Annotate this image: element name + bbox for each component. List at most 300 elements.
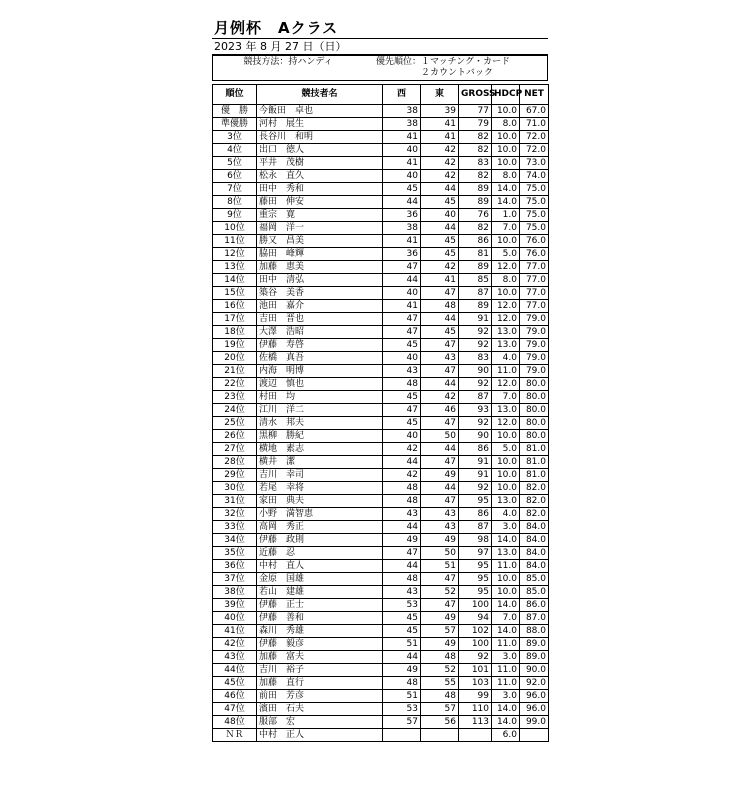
west-score-cell (383, 729, 421, 742)
player-name-cell: 伊藤 善和 (257, 612, 383, 625)
east-score-cell: 48 (421, 690, 459, 703)
west-score-cell: 48 (383, 482, 421, 495)
table-row (213, 703, 549, 716)
west-score-cell: 45 (383, 391, 421, 404)
rank-cell: 準優勝 (213, 118, 257, 131)
west-score-cell: 45 (383, 612, 421, 625)
hdcp-cell: 14.0 (492, 196, 520, 209)
header-net: NET (520, 85, 549, 105)
competition-method: 競技方法：持ハンディ (243, 57, 333, 67)
player-name-cell: 池田 嘉介 (257, 300, 383, 313)
east-score-cell: 43 (421, 508, 459, 521)
table-row (213, 157, 549, 170)
player-name-cell: 長谷川 和明 (257, 131, 383, 144)
west-score-cell: 47 (383, 261, 421, 274)
table-row (213, 729, 549, 742)
rank-cell: 3位 (213, 131, 257, 144)
hdcp-cell: 10.0 (492, 235, 520, 248)
table-row (213, 534, 549, 547)
gross-cell: 98 (459, 534, 492, 547)
player-name-cell: 吉川 裕子 (257, 664, 383, 677)
table-row (213, 287, 549, 300)
hdcp-cell: 10.0 (492, 105, 520, 118)
rules-box (212, 56, 548, 81)
east-score-cell: 55 (421, 677, 459, 690)
player-name-cell: 大澤 浩昭 (257, 326, 383, 339)
gross-cell: 87 (459, 287, 492, 300)
net-cell: 77.0 (520, 300, 549, 313)
net-cell: 72.0 (520, 144, 549, 157)
table-row (213, 677, 549, 690)
gross-cell: 100 (459, 638, 492, 651)
player-name-cell: 伊藤 正士 (257, 599, 383, 612)
rank-cell: 37位 (213, 573, 257, 586)
player-name-cell: 清水 邦夫 (257, 417, 383, 430)
hdcp-cell: 5.0 (492, 443, 520, 456)
east-score-cell: 50 (421, 430, 459, 443)
west-score-cell: 43 (383, 508, 421, 521)
net-cell: 72.0 (520, 131, 549, 144)
west-score-cell: 57 (383, 716, 421, 729)
player-name-cell: 加藤 恵美 (257, 261, 383, 274)
rank-cell: 6位 (213, 170, 257, 183)
net-cell: 99.0 (520, 716, 549, 729)
net-cell: 80.0 (520, 404, 549, 417)
net-cell: 79.0 (520, 365, 549, 378)
east-score-cell: 42 (421, 170, 459, 183)
hdcp-cell: 14.0 (492, 625, 520, 638)
table-row (213, 430, 549, 443)
west-score-cell: 38 (383, 105, 421, 118)
table-row (213, 222, 549, 235)
gross-cell: 87 (459, 391, 492, 404)
gross-cell: 79 (459, 118, 492, 131)
table-row (213, 638, 549, 651)
player-name-cell: 出口 徳人 (257, 144, 383, 157)
gross-cell: 77 (459, 105, 492, 118)
west-score-cell: 40 (383, 430, 421, 443)
player-name-cell: 田中 秀和 (257, 183, 383, 196)
hdcp-cell: 13.0 (492, 495, 520, 508)
east-score-cell: 44 (421, 482, 459, 495)
rank-cell: 40位 (213, 612, 257, 625)
west-score-cell: 41 (383, 235, 421, 248)
player-name-cell: 渡辺 慎也 (257, 378, 383, 391)
west-score-cell: 44 (383, 456, 421, 469)
gross-cell: 86 (459, 508, 492, 521)
rank-cell: 30位 (213, 482, 257, 495)
player-name-cell: 重宗 寛 (257, 209, 383, 222)
gross-cell: 92 (459, 326, 492, 339)
rank-cell: 47位 (213, 703, 257, 716)
net-cell: 75.0 (520, 222, 549, 235)
east-score-cell: 48 (421, 651, 459, 664)
hdcp-cell: 14.0 (492, 703, 520, 716)
header-gross: GROSS (459, 85, 492, 105)
player-name-cell: 村田 均 (257, 391, 383, 404)
west-score-cell: 41 (383, 300, 421, 313)
gross-cell: 82 (459, 144, 492, 157)
player-name-cell: 江川 洋二 (257, 404, 383, 417)
player-name-cell: 前田 芳彦 (257, 690, 383, 703)
hdcp-cell: 14.0 (492, 716, 520, 729)
east-score-cell: 43 (421, 352, 459, 365)
east-score-cell: 49 (421, 534, 459, 547)
gross-cell: 89 (459, 183, 492, 196)
table-row (213, 105, 549, 118)
player-name-cell: 加藤 直行 (257, 677, 383, 690)
table-row (213, 625, 549, 638)
net-cell: 76.0 (520, 248, 549, 261)
hdcp-cell: 10.0 (492, 456, 520, 469)
table-row (213, 404, 549, 417)
east-score-cell: 49 (421, 638, 459, 651)
east-score-cell: 43 (421, 521, 459, 534)
west-score-cell: 45 (383, 183, 421, 196)
net-cell: 85.0 (520, 586, 549, 599)
hdcp-cell: 13.0 (492, 326, 520, 339)
east-score-cell: 56 (421, 716, 459, 729)
west-score-cell: 47 (383, 313, 421, 326)
gross-cell: 94 (459, 612, 492, 625)
player-name-cell: 佐橋 真吾 (257, 352, 383, 365)
player-name-cell: 福岡 洋一 (257, 222, 383, 235)
table-row (213, 378, 549, 391)
net-cell: 77.0 (520, 287, 549, 300)
gross-cell: 81 (459, 248, 492, 261)
hdcp-cell: 3.0 (492, 651, 520, 664)
west-score-cell: 42 (383, 443, 421, 456)
gross-cell: 91 (459, 456, 492, 469)
rank-cell: 20位 (213, 352, 257, 365)
net-cell: 79.0 (520, 339, 549, 352)
rank-cell: 9位 (213, 209, 257, 222)
east-score-cell: 45 (421, 196, 459, 209)
player-name-cell: 今飯田 卓也 (257, 105, 383, 118)
east-score-cell: 44 (421, 313, 459, 326)
net-cell: 76.0 (520, 235, 549, 248)
hdcp-cell: 11.0 (492, 638, 520, 651)
gross-cell: 86 (459, 235, 492, 248)
net-cell: 90.0 (520, 664, 549, 677)
hdcp-cell: 11.0 (492, 677, 520, 690)
west-score-cell: 48 (383, 573, 421, 586)
gross-cell: 82 (459, 170, 492, 183)
west-score-cell: 43 (383, 586, 421, 599)
gross-cell: 113 (459, 716, 492, 729)
player-name-cell: 横地 素志 (257, 443, 383, 456)
east-score-cell: 41 (421, 274, 459, 287)
west-score-cell: 48 (383, 677, 421, 690)
gross-cell: 91 (459, 313, 492, 326)
net-cell: 74.0 (520, 170, 549, 183)
hdcp-cell: 14.0 (492, 183, 520, 196)
table-row (213, 118, 549, 131)
gross-cell: 89 (459, 300, 492, 313)
hdcp-cell: 10.0 (492, 469, 520, 482)
net-cell: 77.0 (520, 274, 549, 287)
player-name-cell: 黒柳 勝紀 (257, 430, 383, 443)
net-cell: 80.0 (520, 391, 549, 404)
rank-cell: 44位 (213, 664, 257, 677)
rank-cell: 33位 (213, 521, 257, 534)
table-row (213, 664, 549, 677)
west-score-cell: 41 (383, 131, 421, 144)
rank-cell: 19位 (213, 339, 257, 352)
east-score-cell: 50 (421, 547, 459, 560)
east-score-cell: 42 (421, 157, 459, 170)
table-row (213, 209, 549, 222)
west-score-cell: 44 (383, 274, 421, 287)
net-cell: 80.0 (520, 417, 549, 430)
results-table (212, 84, 549, 742)
table-header-row (213, 85, 549, 105)
rank-cell: 15位 (213, 287, 257, 300)
table-row (213, 313, 549, 326)
player-name-cell: 濱田 石夫 (257, 703, 383, 716)
net-cell: 71.0 (520, 118, 549, 131)
gross-cell: 100 (459, 599, 492, 612)
table-row (213, 547, 549, 560)
net-cell: 92.0 (520, 677, 549, 690)
west-score-cell: 44 (383, 196, 421, 209)
results-sheet (212, 18, 548, 742)
east-score-cell: 44 (421, 183, 459, 196)
rank-cell: 優 勝 (213, 105, 257, 118)
net-cell: 82.0 (520, 508, 549, 521)
rank-cell: 48位 (213, 716, 257, 729)
results-body (213, 105, 549, 742)
net-cell: 79.0 (520, 313, 549, 326)
net-cell: 77.0 (520, 261, 549, 274)
rank-cell: 14位 (213, 274, 257, 287)
table-row (213, 456, 549, 469)
rank-cell: 11位 (213, 235, 257, 248)
table-row (213, 365, 549, 378)
gross-cell: 82 (459, 131, 492, 144)
table-row (213, 508, 549, 521)
rank-cell: 36位 (213, 560, 257, 573)
table-row (213, 443, 549, 456)
hdcp-cell: 11.0 (492, 664, 520, 677)
player-name-cell: 河村 展生 (257, 118, 383, 131)
gross-cell: 95 (459, 573, 492, 586)
net-cell: 81.0 (520, 456, 549, 469)
west-score-cell: 40 (383, 287, 421, 300)
table-row (213, 560, 549, 573)
hdcp-cell: 10.0 (492, 573, 520, 586)
hdcp-cell: 11.0 (492, 560, 520, 573)
table-row (213, 131, 549, 144)
gross-cell: 95 (459, 586, 492, 599)
table-row (213, 573, 549, 586)
east-score-cell: 51 (421, 560, 459, 573)
rank-cell: 28位 (213, 456, 257, 469)
net-cell: 96.0 (520, 690, 549, 703)
west-score-cell: 47 (383, 547, 421, 560)
west-score-cell: 48 (383, 378, 421, 391)
table-row (213, 261, 549, 274)
east-score-cell: 45 (421, 248, 459, 261)
east-score-cell: 47 (421, 599, 459, 612)
gross-cell: 91 (459, 469, 492, 482)
hdcp-cell: 14.0 (492, 599, 520, 612)
hdcp-cell: 7.0 (492, 222, 520, 235)
table-row (213, 521, 549, 534)
net-cell: 86.0 (520, 599, 549, 612)
hdcp-cell: 10.0 (492, 586, 520, 599)
table-row (213, 716, 549, 729)
rank-cell: 35位 (213, 547, 257, 560)
hdcp-cell: 12.0 (492, 417, 520, 430)
gross-cell: 92 (459, 417, 492, 430)
hdcp-cell: 10.0 (492, 430, 520, 443)
player-name-cell: 伊藤 寿啓 (257, 339, 383, 352)
east-score-cell: 41 (421, 131, 459, 144)
hdcp-cell: 13.0 (492, 339, 520, 352)
net-cell: 84.0 (520, 560, 549, 573)
east-score-cell: 46 (421, 404, 459, 417)
player-name-cell: 若尾 幸将 (257, 482, 383, 495)
table-row (213, 690, 549, 703)
rank-cell: 18位 (213, 326, 257, 339)
hdcp-cell: 8.0 (492, 170, 520, 183)
hdcp-cell: 12.0 (492, 313, 520, 326)
east-score-cell: 47 (421, 365, 459, 378)
header-rank: 順位 (213, 85, 257, 105)
west-score-cell: 38 (383, 222, 421, 235)
net-cell: 75.0 (520, 209, 549, 222)
net-cell: 85.0 (520, 573, 549, 586)
player-name-cell: 脇田 峰輝 (257, 248, 383, 261)
player-name-cell: 吉田 晋也 (257, 313, 383, 326)
east-score-cell: 47 (421, 339, 459, 352)
player-name-cell: 中村 直人 (257, 560, 383, 573)
gross-cell: 92 (459, 339, 492, 352)
rank-cell: 22位 (213, 378, 257, 391)
west-score-cell: 40 (383, 352, 421, 365)
gross-cell: 92 (459, 482, 492, 495)
player-name-cell: 若山 建雄 (257, 586, 383, 599)
table-row (213, 352, 549, 365)
net-cell: 81.0 (520, 469, 549, 482)
net-cell: 96.0 (520, 703, 549, 716)
net-cell: 82.0 (520, 482, 549, 495)
rank-cell: 42位 (213, 638, 257, 651)
table-row (213, 339, 549, 352)
rank-cell: 23位 (213, 391, 257, 404)
west-score-cell: 43 (383, 365, 421, 378)
hdcp-cell: 10.0 (492, 287, 520, 300)
player-name-cell: 森川 秀雄 (257, 625, 383, 638)
net-cell: 81.0 (520, 443, 549, 456)
net-cell: 82.0 (520, 495, 549, 508)
table-row (213, 235, 549, 248)
table-row (213, 651, 549, 664)
net-cell: 84.0 (520, 547, 549, 560)
net-cell: 84.0 (520, 534, 549, 547)
rank-cell: 10位 (213, 222, 257, 235)
gross-cell: 85 (459, 274, 492, 287)
rank-cell: 45位 (213, 677, 257, 690)
hdcp-cell: 12.0 (492, 300, 520, 313)
east-score-cell: 45 (421, 235, 459, 248)
table-row (213, 170, 549, 183)
hdcp-cell: 10.0 (492, 157, 520, 170)
west-score-cell: 44 (383, 521, 421, 534)
west-score-cell: 40 (383, 170, 421, 183)
net-cell: 67.0 (520, 105, 549, 118)
priority-order-2: ２カウントバック (421, 68, 493, 78)
east-score-cell (421, 729, 459, 742)
hdcp-cell: 8.0 (492, 274, 520, 287)
player-name-cell: 勝又 昌美 (257, 235, 383, 248)
header-west: 西 (383, 85, 421, 105)
table-row (213, 300, 549, 313)
gross-cell: 89 (459, 261, 492, 274)
net-cell: 80.0 (520, 378, 549, 391)
table-row (213, 248, 549, 261)
gross-cell: 101 (459, 664, 492, 677)
rank-cell: 17位 (213, 313, 257, 326)
hdcp-cell: 5.0 (492, 248, 520, 261)
net-cell: 88.0 (520, 625, 549, 638)
rank-cell: 12位 (213, 248, 257, 261)
west-score-cell: 47 (383, 404, 421, 417)
table-row (213, 612, 549, 625)
player-name-cell: 吉川 幸司 (257, 469, 383, 482)
west-score-cell: 44 (383, 651, 421, 664)
rank-cell: 24位 (213, 404, 257, 417)
rank-cell: 13位 (213, 261, 257, 274)
rank-cell: 4位 (213, 144, 257, 157)
west-score-cell: 49 (383, 534, 421, 547)
player-name-cell: 伊藤 毅彦 (257, 638, 383, 651)
gross-cell: 87 (459, 521, 492, 534)
east-score-cell: 45 (421, 326, 459, 339)
header-hdcp: HDCP (492, 85, 520, 105)
player-name-cell: 家田 典夫 (257, 495, 383, 508)
west-score-cell: 36 (383, 209, 421, 222)
gross-cell: 95 (459, 495, 492, 508)
table-row (213, 183, 549, 196)
east-score-cell: 44 (421, 222, 459, 235)
table-row (213, 599, 549, 612)
net-cell: 79.0 (520, 326, 549, 339)
east-score-cell: 39 (421, 105, 459, 118)
net-cell: 89.0 (520, 651, 549, 664)
net-cell: 73.0 (520, 157, 549, 170)
net-cell: 84.0 (520, 521, 549, 534)
hdcp-cell: 12.0 (492, 378, 520, 391)
player-name-cell: 築谷 美香 (257, 287, 383, 300)
player-name-cell: 中村 正人 (257, 729, 383, 742)
table-row (213, 326, 549, 339)
hdcp-cell: 7.0 (492, 612, 520, 625)
east-score-cell: 57 (421, 625, 459, 638)
gross-cell: 95 (459, 560, 492, 573)
west-score-cell: 51 (383, 638, 421, 651)
hdcp-cell: 3.0 (492, 690, 520, 703)
rank-cell: 41位 (213, 625, 257, 638)
west-score-cell: 49 (383, 664, 421, 677)
net-cell: 79.0 (520, 352, 549, 365)
hdcp-cell: 11.0 (492, 365, 520, 378)
rank-cell: 34位 (213, 534, 257, 547)
net-cell: 75.0 (520, 183, 549, 196)
rank-cell: 43位 (213, 651, 257, 664)
east-score-cell: 42 (421, 391, 459, 404)
